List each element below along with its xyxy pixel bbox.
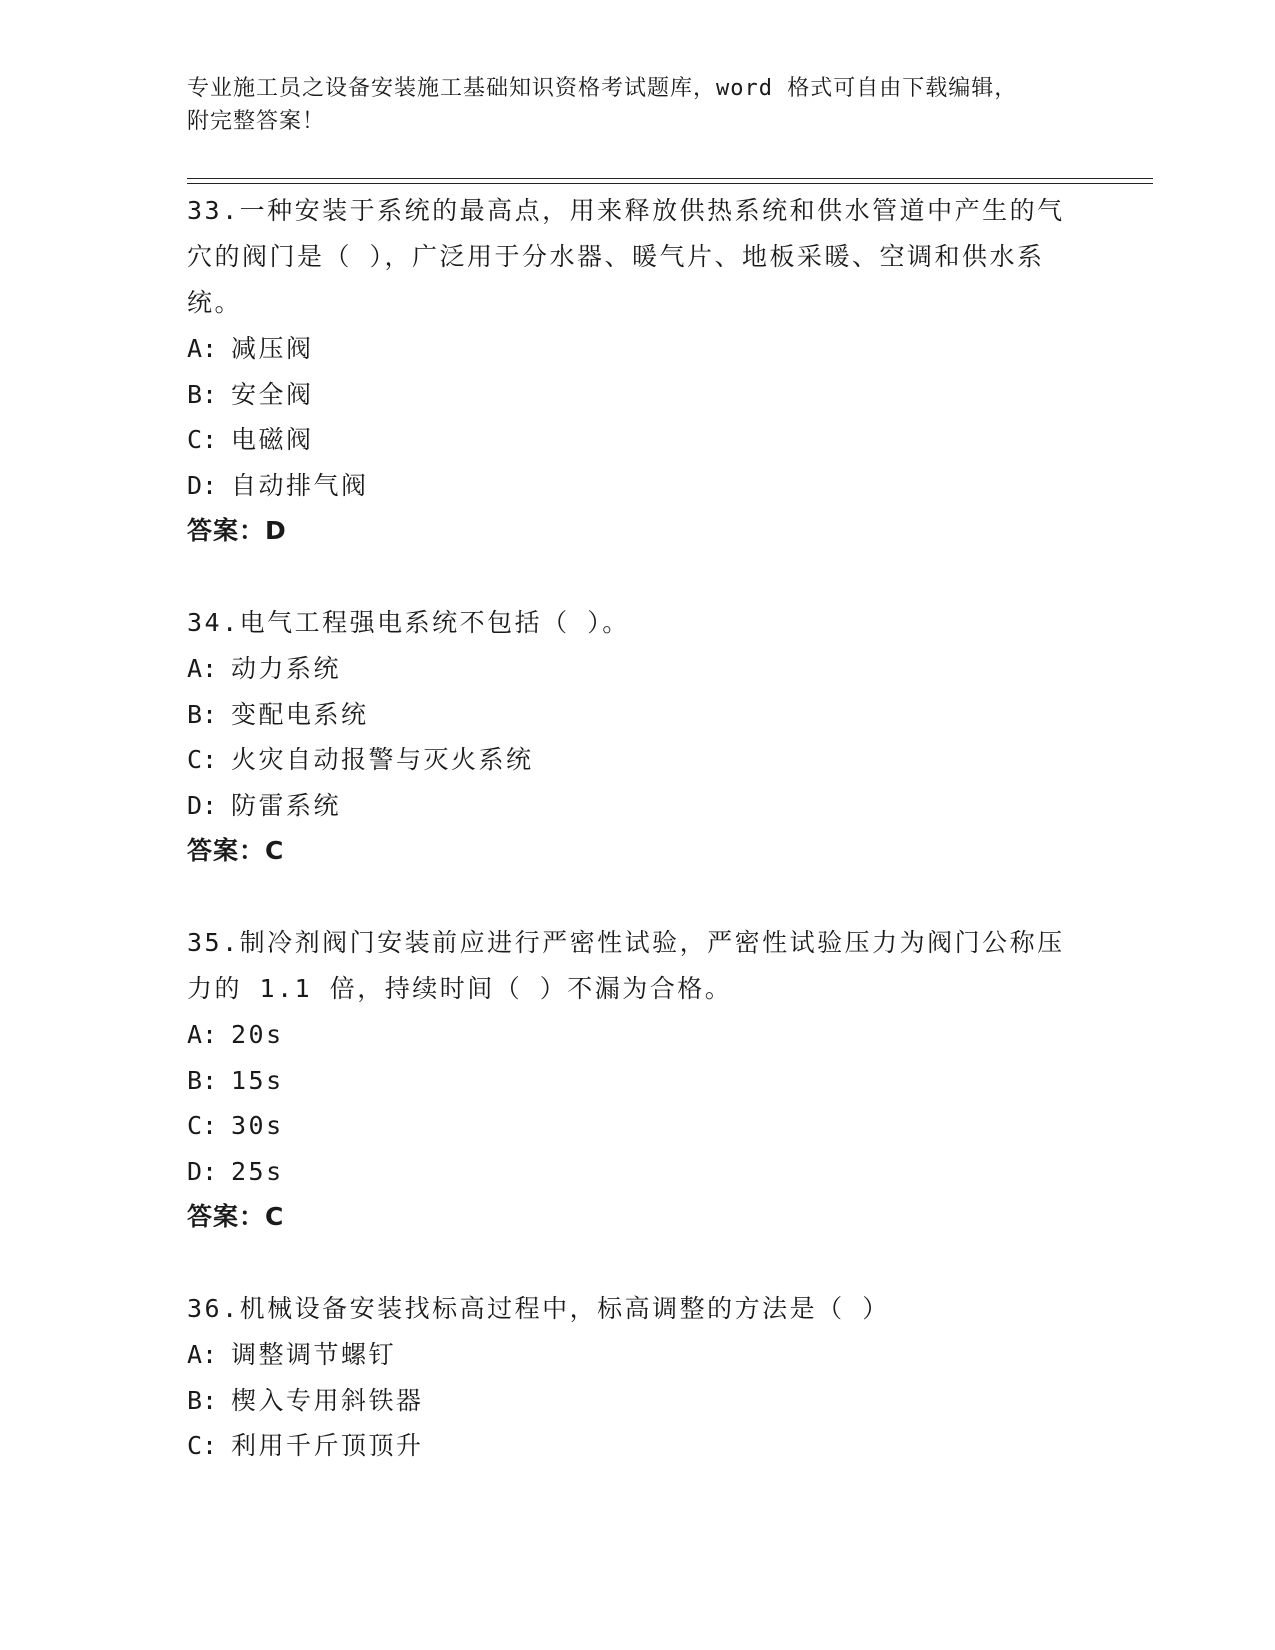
option-text: 减压阀 bbox=[231, 334, 314, 363]
option-c bbox=[187, 1423, 1067, 1469]
question-stem: 35.制冷剂阀门安装前应进行严密性试验，严密性试验压力为阀门公称压力的 1.1 倍，持续时间（ ）不漏为合格。 bbox=[187, 928, 1065, 1003]
option-b bbox=[187, 372, 1067, 418]
option-text: 20s bbox=[231, 1020, 284, 1049]
question-35 bbox=[187, 920, 1067, 1240]
question-stem: 34.电气工程强电系统不包括（ ）。 bbox=[187, 608, 630, 637]
option-b bbox=[187, 692, 1067, 738]
question-stem: 33.一种安装于系统的最高点，用来释放供热系统和供水管道中产生的气穴的阀门是（ ），广泛用于分水器、暖气片、地板采暖、空调和供水系统。 bbox=[187, 196, 1065, 317]
option-letter: B: bbox=[187, 1065, 218, 1095]
question-33 bbox=[187, 188, 1067, 554]
option-d bbox=[187, 783, 1067, 829]
option-letter: C: bbox=[187, 425, 218, 454]
question-36 bbox=[187, 1286, 1067, 1469]
option-b bbox=[187, 1378, 1067, 1424]
option-letter: A: bbox=[187, 654, 218, 683]
option-c bbox=[187, 417, 1067, 463]
option-c bbox=[187, 737, 1067, 783]
option-text: 利用千斤顶顶升 bbox=[231, 1431, 424, 1460]
answer-line: 答案：C bbox=[187, 1202, 285, 1231]
answer-line: 答案：C bbox=[187, 836, 285, 865]
document-header bbox=[187, 72, 1067, 138]
option-text: 防雷系统 bbox=[231, 790, 342, 820]
option-letter: C: bbox=[187, 1111, 218, 1140]
option-letter: D: bbox=[187, 470, 218, 500]
option-b bbox=[187, 1058, 1067, 1104]
option-letter: B: bbox=[187, 379, 218, 409]
answer-line: 答案：D bbox=[187, 516, 287, 545]
option-text: 自动排气阀 bbox=[231, 470, 369, 500]
option-a bbox=[187, 326, 1067, 372]
option-letter: D: bbox=[187, 1156, 218, 1186]
question-list bbox=[187, 188, 1067, 1469]
header-line-2: 附完整答案！ bbox=[187, 109, 326, 134]
option-text: 30s bbox=[231, 1111, 284, 1140]
option-letter: B: bbox=[187, 699, 218, 729]
header-divider-bottom bbox=[187, 183, 1153, 184]
option-text: 安全阀 bbox=[231, 379, 314, 409]
option-text: 火灾自动报警与灭火系统 bbox=[231, 745, 534, 774]
option-a bbox=[187, 1012, 1067, 1058]
option-d bbox=[187, 1149, 1067, 1195]
option-c bbox=[187, 1103, 1067, 1149]
option-a bbox=[187, 646, 1067, 692]
option-letter: D: bbox=[187, 790, 218, 820]
option-letter: A: bbox=[187, 334, 218, 363]
question-stem: 36.机械设备安装找标高过程中，标高调整的方法是（ ） bbox=[187, 1294, 890, 1323]
option-letter: A: bbox=[187, 1340, 218, 1369]
option-a bbox=[187, 1332, 1067, 1378]
option-text: 15s bbox=[231, 1065, 284, 1095]
option-d bbox=[187, 463, 1067, 509]
option-text: 动力系统 bbox=[231, 654, 342, 683]
option-letter: A: bbox=[187, 1020, 218, 1049]
option-letter: C: bbox=[187, 1431, 218, 1460]
option-text: 电磁阀 bbox=[231, 425, 314, 454]
option-text: 调整调节螺钉 bbox=[231, 1340, 397, 1369]
option-text: 楔入专用斜铁器 bbox=[231, 1385, 424, 1415]
header-divider-top bbox=[187, 178, 1153, 179]
option-letter: B: bbox=[187, 1385, 218, 1415]
question-34 bbox=[187, 600, 1067, 874]
option-text: 变配电系统 bbox=[231, 699, 369, 729]
option-text: 25s bbox=[231, 1156, 284, 1186]
option-letter: C: bbox=[187, 745, 218, 774]
header-line-1: 专业施工员之设备安装施工基础知识资格考试题库，word 格式可自由下载编辑， bbox=[187, 76, 1018, 101]
